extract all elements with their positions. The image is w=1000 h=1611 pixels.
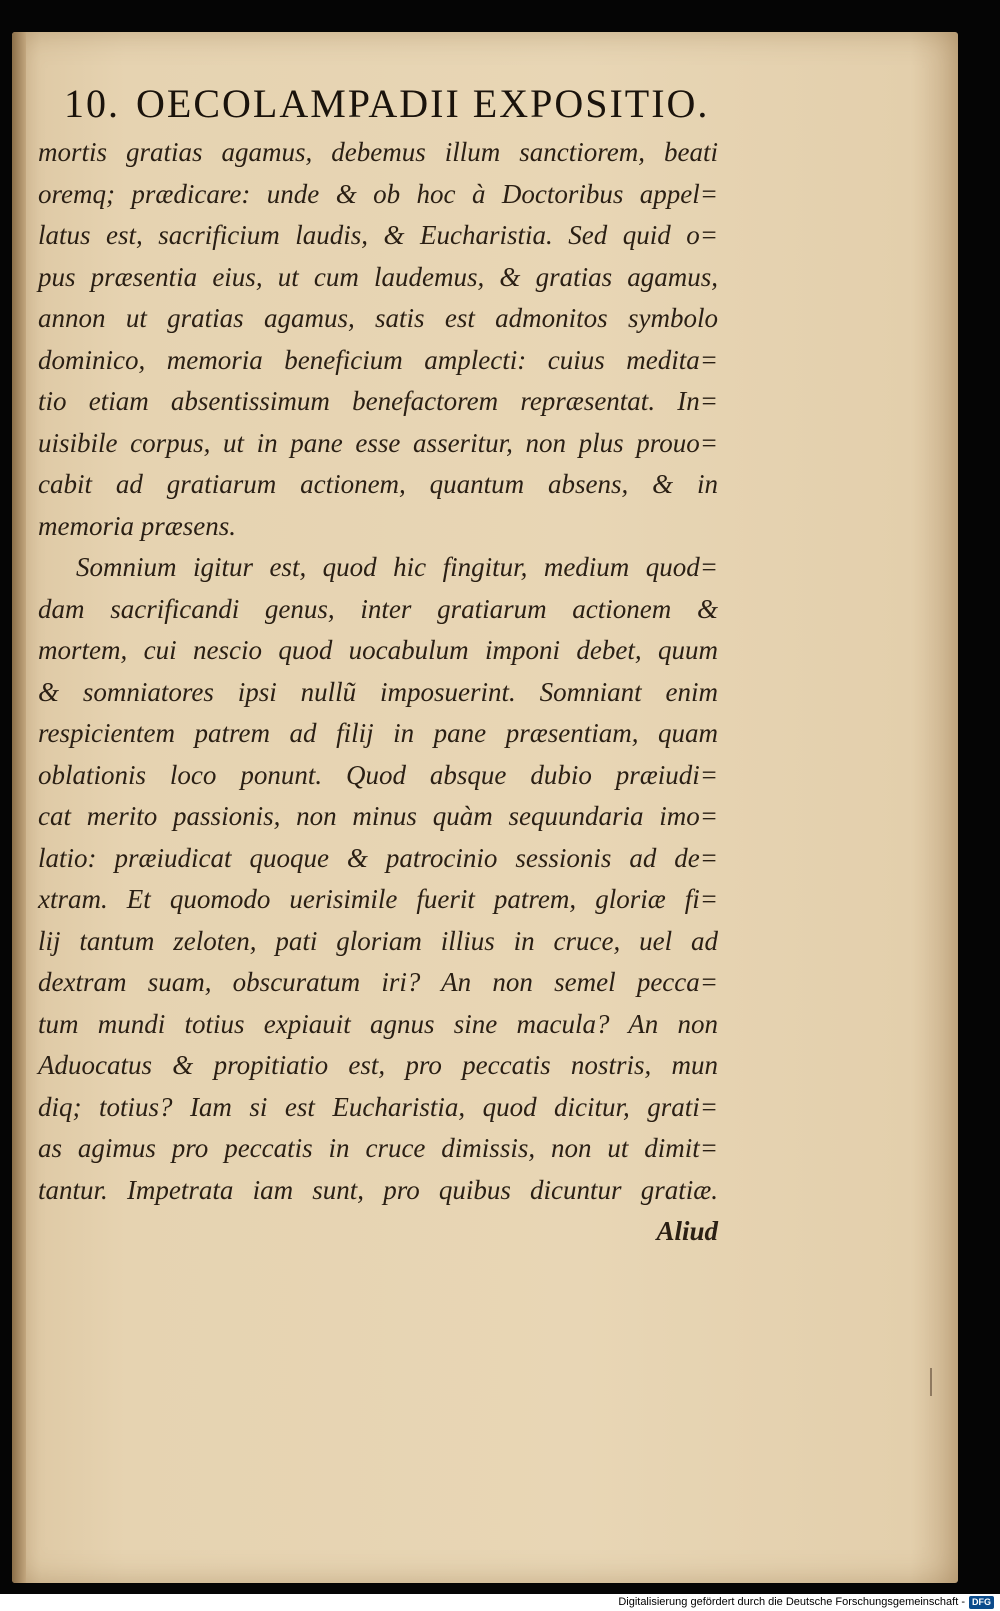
text-line: respicientem patrem ad filij in pane præsentiam, quam <box>38 718 718 748</box>
text-line: dominico, memoria beneficium amplecti: cuius medita= <box>38 344 718 375</box>
text-line: tantur. Impetrata iam sunt, pro quibus dicuntur gratiæ. <box>38 1174 718 1205</box>
text-line: mortis gratias agamus, debemus illum sanctiorem, beati <box>38 137 718 167</box>
dfg-logo-icon: DFG <box>969 1596 994 1609</box>
text-line: mortem, cui nescio quod uocabulum imponi debet, quum <box>38 635 718 665</box>
running-title: OECOLAMPADII EXPOSITIO. <box>136 81 710 126</box>
text-line: dam sacrificandi genus, inter gratiarum actionem & <box>38 593 718 624</box>
text-line: memoria præsens. <box>38 510 237 541</box>
text-line: latio: præiudicat quoque & patrocinio sessionis ad de= <box>38 842 718 873</box>
page-gutter-edge <box>12 32 26 1583</box>
text-line: annon ut gratias agamus, satis est admonitos symbolo <box>38 303 718 333</box>
text-line: Aduocatus & propitiatio est, pro peccatis nostris, mun <box>38 1050 718 1080</box>
text-line: oblationis loco ponunt. Quod absque dubio præiudi= <box>38 759 718 790</box>
paragraph-start-line: Somnium igitur est, quod hic fingitur, medium quod= <box>76 552 718 582</box>
text-line: dextram suam, obscuratum iri? An non semel pecca= <box>38 967 718 997</box>
text-line: pus præsentia eius, ut cum laudemus, & gratias agamus, <box>38 261 718 292</box>
text-line: latus est, sacrificium laudis, & Eucharistia. Sed quid o= <box>38 220 718 250</box>
text-line: uisibile corpus, ut in pane esse asseritur, non plus prouo= <box>38 427 718 458</box>
running-head <box>64 78 710 130</box>
text-line: as agimus pro peccatis in cruce dimissis, non ut dimit= <box>38 1133 718 1163</box>
page-number: 10. <box>64 81 120 126</box>
text-line: diq; totius? Iam si est Eucharistia, quod dicitur, grati= <box>38 1091 718 1122</box>
pencil-mark <box>930 1368 932 1396</box>
text-line: tio etiam absentissimum benefactorem repræsentat. In= <box>38 386 718 416</box>
text-line: lij tantum zeloten, pati gloriam illius in cruce, uel ad <box>38 925 718 956</box>
catchword: Aliud <box>656 1216 718 1246</box>
digitization-footer <box>618 1594 994 1611</box>
text-line: & somniatores ipsi nullũ imposuerint. Somniant enim <box>38 676 718 707</box>
footer-credit: Digitalisierung gefördert durch die Deutsche Forschungsgemeinschaft - <box>618 1596 965 1608</box>
text-line: cat merito passionis, non minus quàm sequundaria imo= <box>38 801 718 831</box>
text-line: xtram. Et quomodo uerisimile fuerit patrem, gloriæ fi= <box>38 884 718 914</box>
text-line: oremq; prædicare: unde & ob hoc à Doctoribus appel= <box>38 178 718 209</box>
body-text <box>38 132 718 1292</box>
text-line: cabit ad gratiarum actionem, quantum absens, & in <box>38 469 718 499</box>
text-line: tum mundi totius expiauit agnus sine macula? An non <box>38 1008 718 1039</box>
